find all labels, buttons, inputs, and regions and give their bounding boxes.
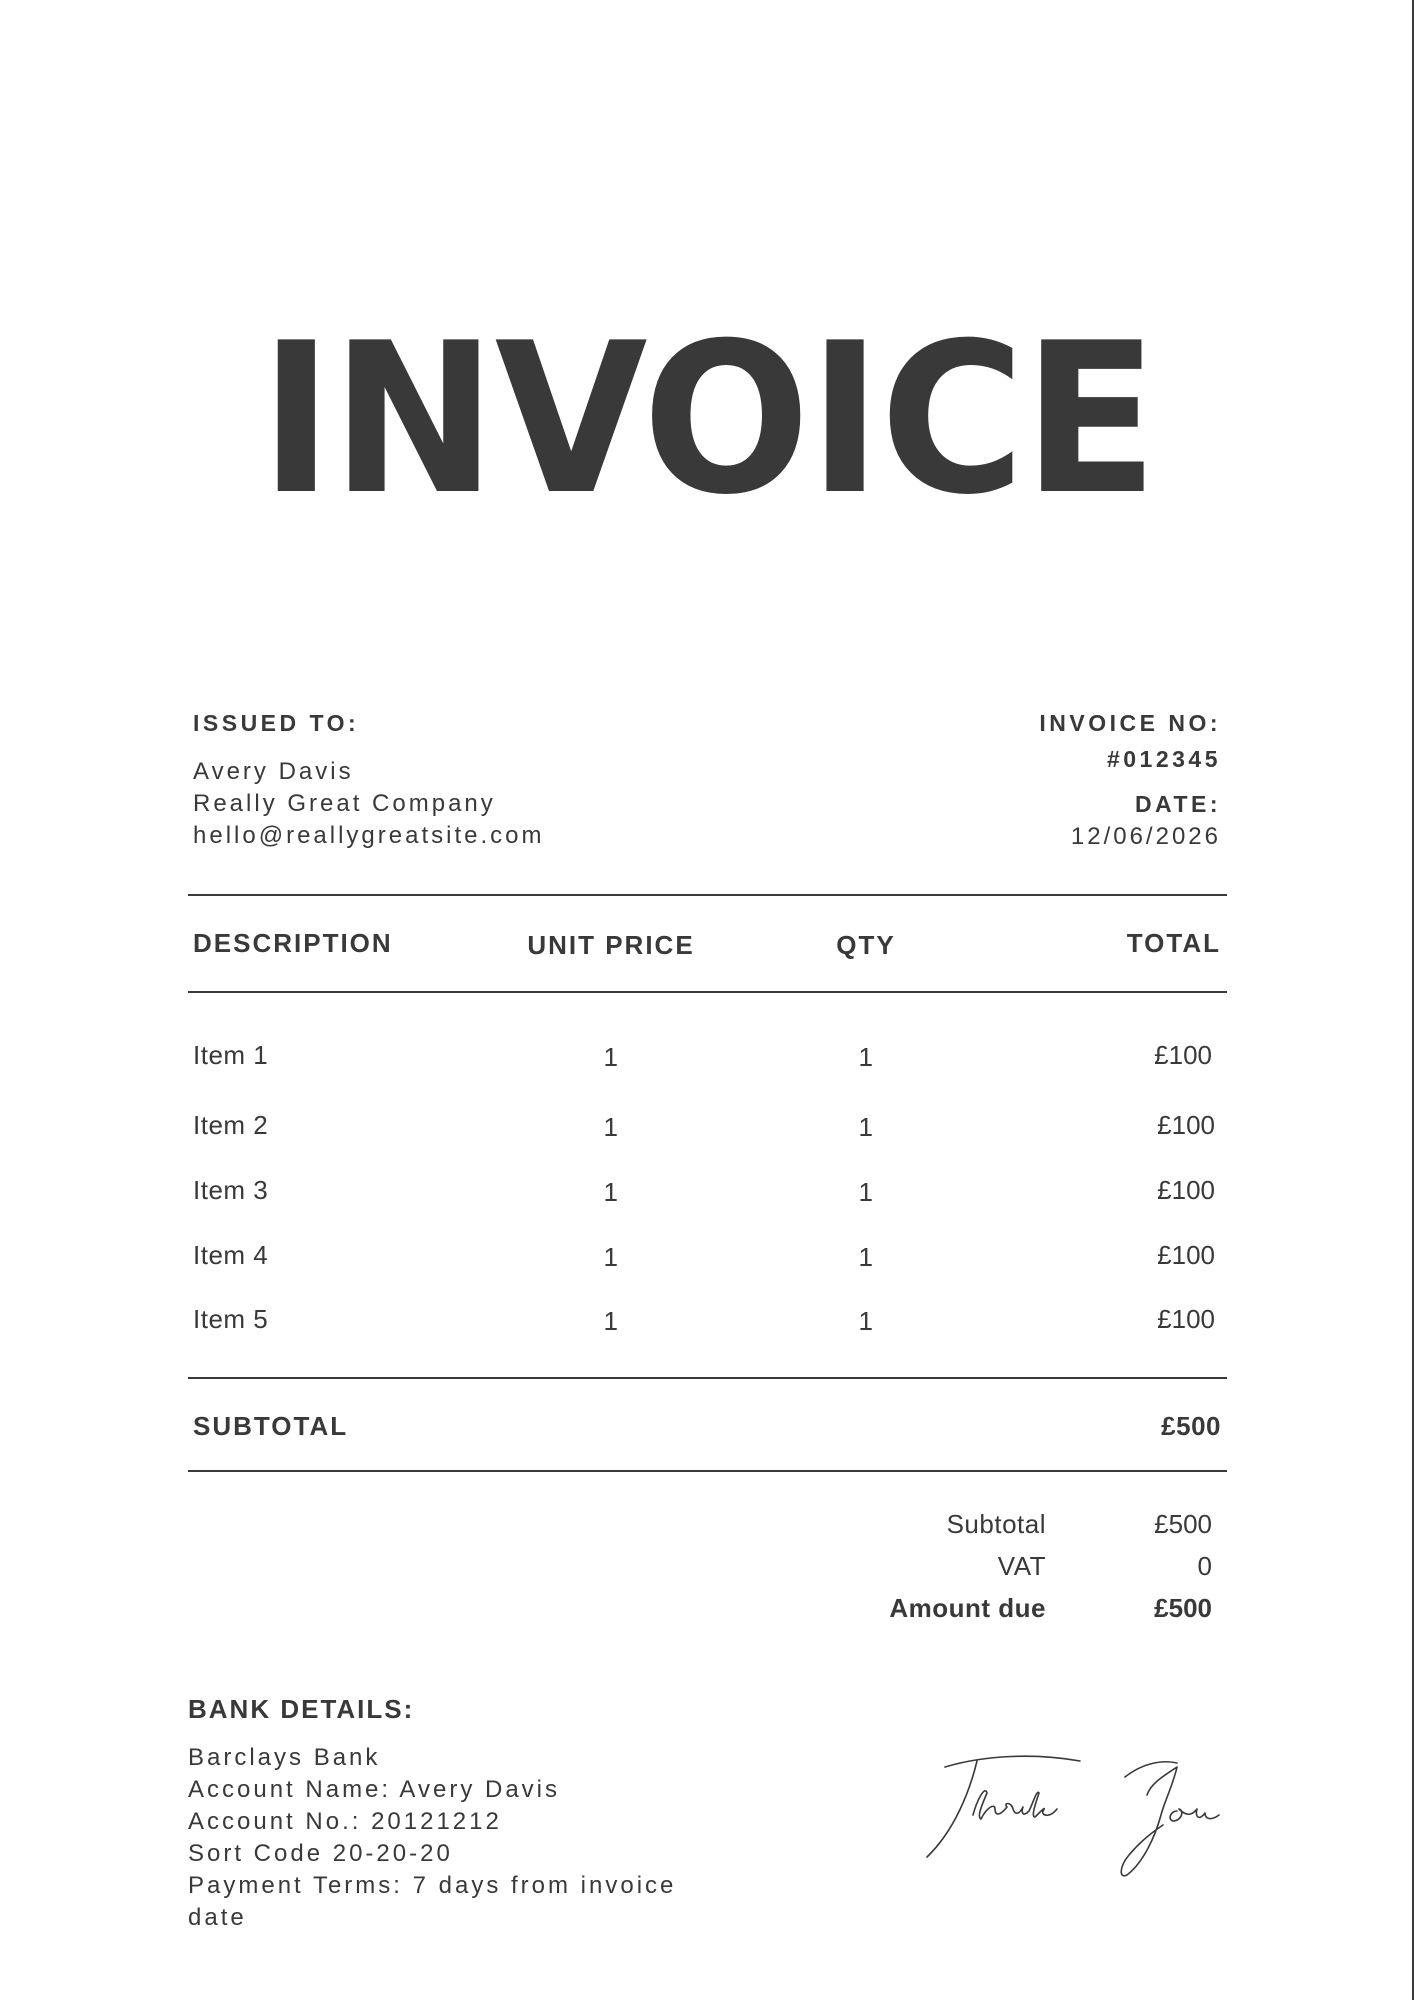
summary-vat-label: VAT	[997, 1551, 1046, 1581]
header-total: TOTAL	[1126, 928, 1221, 958]
divider-top	[188, 894, 1227, 896]
row-4-total: £100	[1157, 1240, 1215, 1270]
row-3-unit-price: 1	[603, 1177, 619, 1207]
row-2-description: Item 2	[193, 1110, 269, 1140]
row-1-total: £100	[1154, 1040, 1212, 1070]
row-4-qty: 1	[858, 1242, 874, 1272]
bank-line: date	[188, 1904, 247, 1931]
subtotal-row-label: SUBTOTAL	[193, 1411, 349, 1441]
date-label: DATE:	[1134, 791, 1221, 817]
client-name: Avery Davis	[193, 758, 354, 785]
issued-to-label: ISSUED TO:	[193, 710, 360, 736]
divider-items	[188, 1377, 1227, 1379]
row-5-total: £100	[1157, 1304, 1215, 1334]
bank-line: Account No.: 20121212	[188, 1808, 502, 1835]
client-company: Really Great Company	[193, 790, 496, 817]
bank-line: Account Name: Avery Davis	[188, 1776, 561, 1803]
amount-due-label: Amount due	[889, 1593, 1046, 1623]
row-3-qty: 1	[858, 1177, 874, 1207]
row-2-unit-price: 1	[603, 1112, 619, 1142]
header-description: DESCRIPTION	[193, 928, 393, 958]
bank-line: Sort Code 20-20-20	[188, 1840, 453, 1867]
row-5-unit-price: 1	[603, 1306, 619, 1336]
client-email: hello@reallygreatsite.com	[193, 822, 545, 849]
row-5-qty: 1	[858, 1306, 874, 1336]
invoice-number-label: INVOICE NO:	[1039, 710, 1221, 736]
row-1-description: Item 1	[193, 1040, 269, 1070]
subtotal-row-value: £500	[1161, 1411, 1221, 1441]
row-3-total: £100	[1157, 1175, 1215, 1205]
row-1-unit-price: 1	[603, 1042, 619, 1072]
row-4-description: Item 4	[193, 1240, 269, 1270]
thank-you-signature	[915, 1745, 1245, 1885]
header-unit-price: UNIT PRICE	[527, 930, 695, 960]
row-3-description: Item 3	[193, 1175, 269, 1205]
invoice-title: INVOICE	[259, 299, 1156, 541]
row-5-description: Item 5	[193, 1304, 269, 1334]
bank-details-title: BANK DETAILS:	[188, 1694, 415, 1724]
header-qty: QTY	[836, 930, 896, 960]
summary-subtotal-value: £500	[1154, 1509, 1212, 1539]
row-2-qty: 1	[858, 1112, 874, 1142]
bank-line: Barclays Bank	[188, 1744, 381, 1771]
invoice-date: 12/06/2026	[1070, 823, 1221, 850]
amount-due-value: £500	[1154, 1593, 1212, 1623]
row-1-qty: 1	[858, 1042, 874, 1072]
divider-subtotal	[188, 1470, 1227, 1472]
summary-subtotal-label: Subtotal	[946, 1509, 1046, 1539]
row-2-total: £100	[1157, 1110, 1215, 1140]
summary-vat-value: 0	[1197, 1551, 1212, 1581]
row-4-unit-price: 1	[603, 1242, 619, 1272]
divider-header	[188, 991, 1227, 993]
bank-line: Payment Terms: 7 days from invoice	[188, 1872, 677, 1899]
invoice-number: #012345	[1106, 746, 1221, 772]
page-edge-rule	[1412, 0, 1414, 2000]
